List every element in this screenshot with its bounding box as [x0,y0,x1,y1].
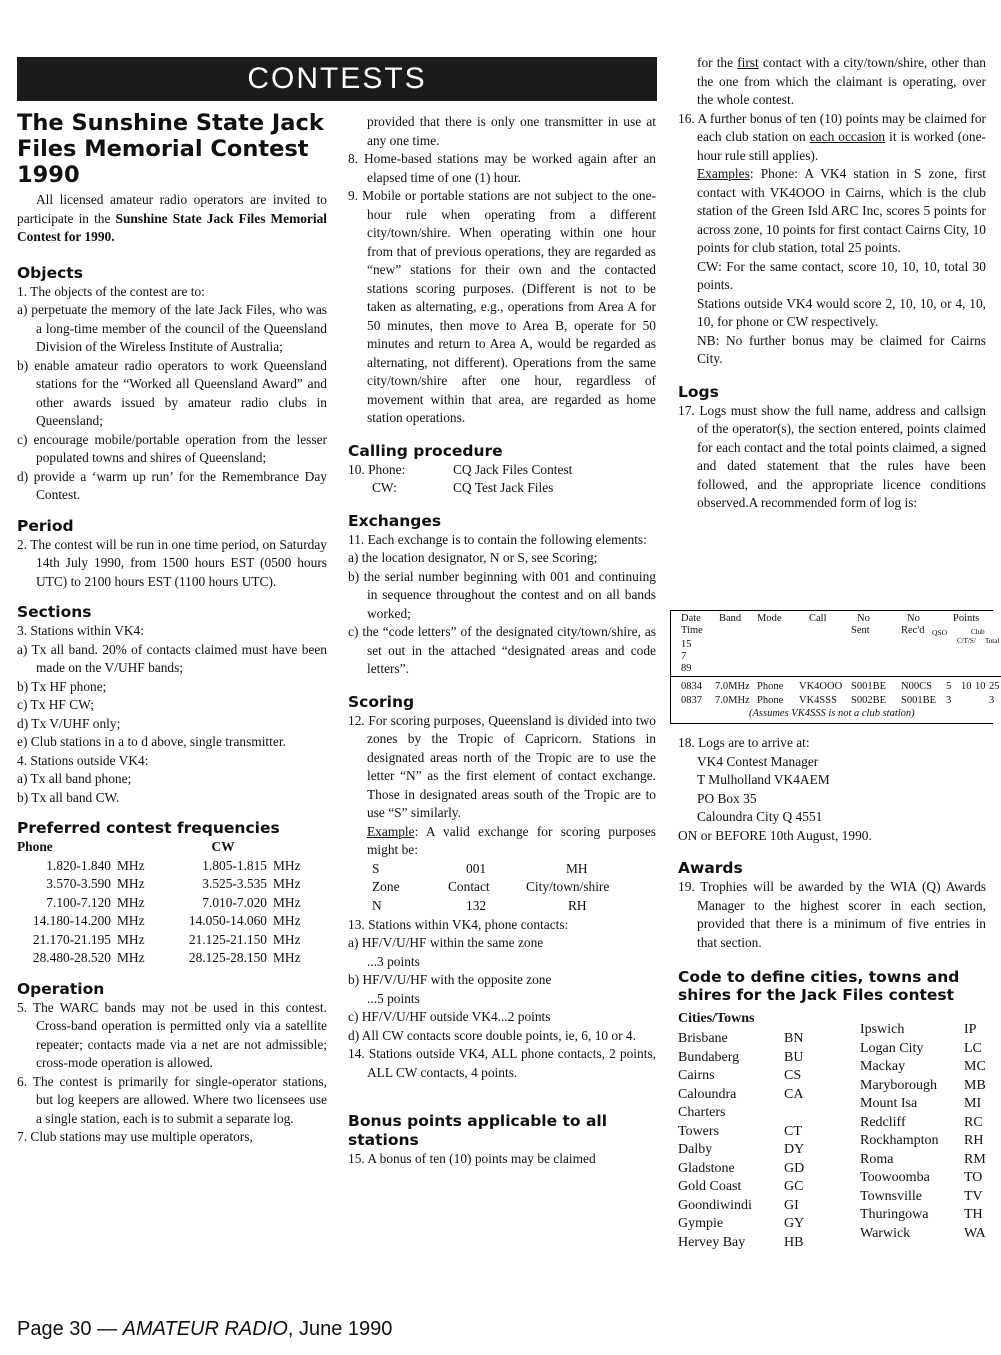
footer-page: Page 30 — [17,1318,123,1340]
log-form-table [670,610,1000,724]
town-code: TO [964,1170,983,1185]
town-code: GC [784,1179,804,1194]
town-code: RC [964,1114,983,1130]
log-h-mode: Mode [757,613,782,624]
rule-19: 19. Trophies will be awarded by the WIA (Q) Awards Manager to the highest scorer in each section, provided that there is a minimum of five entries in that section. [678,879,986,950]
town-name: Gold Coast [678,1179,742,1194]
log-cell: 0834 [681,681,702,692]
log-cell: Phone [757,695,784,706]
log-cell: Phone [757,681,784,692]
town-name: Towers [678,1123,720,1139]
town-code: MI [964,1096,982,1111]
exchanges-b: b) the serial number beginning with 001 and continuing in sequence throughout the contest and on all bands worked; [348,568,656,621]
article-title: The Sunshine State Jack Files Memorial Contest 1990 [17,110,324,188]
column-3-lower [678,734,986,1004]
scoring-b-points: ...5 points [367,990,420,1006]
town-name: Logan City [860,1040,924,1056]
scoring-d: d) All CW contacts score double points, ie, 6, 10 or 4. [348,1027,636,1043]
code-row [678,1178,804,1197]
log-col-num-2: 7 [681,651,687,662]
log-h-band: Band [719,613,742,624]
log-table-note: (Assumes VK4SSS is not a club station) [749,708,915,719]
town-name: Gympie [678,1216,724,1231]
log-h-time: Time [681,625,703,636]
log-h-sent: Sent [851,625,870,636]
code-row [678,1030,804,1049]
scoring-c: c) HF/V/U/HF outside VK4...2 points [348,1009,551,1024]
calling-phone-value: CQ Jack Files Contest [453,461,573,477]
address-line-2: T Mulholland VK4AEM [697,772,830,787]
objects-d: d) provide a ‘warm up run’ for the Remembrance Day Contest. [17,468,327,502]
log-h-call: Call [809,613,827,624]
rule-18: 18. Logs are to arrive at: [678,735,810,750]
town-name: Redcliff [860,1114,906,1130]
intro-text: All licensed amateur radio operators are invited to participate in the [17,192,327,226]
ex-city-value: MH [566,860,588,876]
r15-underlined: first [737,55,759,70]
town-code: TH [964,1207,983,1222]
town-code: CT [784,1123,802,1139]
scoring-example [348,823,656,860]
example-label: Example [367,823,415,839]
town-name: Goondiwindi [678,1197,752,1213]
address-line-1: VK4 Contest Manager [697,753,819,769]
page-footer [17,1318,392,1341]
code-row [860,1151,986,1170]
calling-block [348,461,656,498]
calling-cw-label: CW: [372,480,397,495]
town-name: Mackay [860,1059,906,1074]
town-name: Warwick [860,1225,911,1241]
heading-bonus: Bonus points applicable to all stations [348,1112,608,1149]
heading-logs: Logs [678,382,719,401]
code-row [678,1049,804,1068]
codes-left-list [678,1030,805,1252]
heading-sections: Sections [17,603,92,621]
bonus-cw: CW: For the same contact, score 10, 10, 10, total 30 points. [697,258,986,292]
rule-2: 2. The contest will be run in one time period, on Saturday 14th July 1990, from 1500 hours EST (0500 hours UTC) to 2100 hours EST (1100 hours UTC). [17,536,327,589]
code-row [678,1141,805,1160]
town-code: GI [784,1197,799,1213]
objects-a: a) perpetuate the memory of the late Jack Files, who was a long-time member of the council of the Queensland Division of the Wireless Institute of Australia; [17,302,327,354]
sections-c: c) Tx HF CW; [17,697,94,712]
rule-16 [678,110,986,166]
code-row [678,1067,802,1086]
code-row [860,1225,986,1244]
log-cell: 0837 [681,695,702,706]
intro-paragraph [17,191,327,247]
heading-awards: Awards [678,859,743,877]
r15-pre: for the [697,55,738,70]
log-h-no-sent: No [857,613,870,624]
code-row [678,1104,752,1123]
frequency-row [17,931,301,950]
exchanges-c: c) the “code letters” of the designated city/town/shire, as set out in the attached “designated areas and code letters”. [348,624,656,676]
freq-phone: 7.100-7.120 [46,894,111,910]
freq-phone: 14.180-14.200 [32,913,111,928]
town-code: MB [964,1077,986,1093]
code-row [678,1234,804,1253]
address-line-3: PO Box 35 [697,790,757,806]
example-text: : A valid exchange for scoring purposes might be: [367,823,656,857]
town-name: Hervey Bay [678,1234,746,1250]
log-cell: 5 [946,681,952,692]
ex-zone-value: S [372,860,380,876]
freq-pu: MHz [117,894,145,910]
town-code: TV [964,1188,983,1204]
town-name: Toowoomba [860,1170,930,1185]
sections-d: d) Tx V/UHF only; [17,715,121,731]
bonus-outside: Stations outside VK4 would score 2, 10, 10, or 4, 10, 10, for phone or CW respectively. [697,295,986,329]
log-h-recd: Rec'd [901,625,925,636]
codes-right-list [860,1021,986,1243]
town-code: RM [964,1151,986,1167]
freq-phone: 21.170-21.195 [32,931,111,947]
log-h-points: Points [953,613,980,624]
freq-cu: MHz [273,876,301,891]
town-code: RH [964,1133,984,1148]
ex-zone-label: Zone [372,879,400,894]
town-code: BN [784,1031,804,1046]
code-row [860,1058,986,1077]
frequency-row [17,875,301,894]
frequency-table [17,838,301,968]
town-code: IP [964,1022,977,1037]
frequency-row [17,949,301,968]
address-line-4: Caloundra City Q 4551 [697,809,823,824]
freq-pu: MHz [117,950,145,965]
town-code: HB [784,1234,804,1250]
town-name: Thuringowa [860,1207,929,1222]
rule-6: 6. The contest is primarily for single-operator stations, but log keepers are allowed. Where two licensees use a single station, each is to submit a separate log. [17,1073,327,1126]
deadline: ON or BEFORE 10th August, 1990. [678,827,872,843]
freq-cw: 7.010-7.020 [202,894,267,910]
codes-subheading: Cities/Towns [678,1011,755,1026]
town-code: MC [964,1059,986,1074]
freq-phone: 1.820-1.840 [46,857,111,873]
ex-contact-value: 001 [466,860,487,876]
log-cell: 3 [989,695,995,706]
log-cell: S001BE [851,681,887,692]
town-name: Brisbane [678,1031,728,1046]
r16-post: it is worked (one-hour rule still applies). [697,129,986,163]
ex-city-value-2: RH [568,897,587,913]
code-row [678,1160,805,1179]
sections-b: b) Tx HF phone; [17,678,107,694]
examples-text: : Phone: A VK4 station in S zone, first contact with VK4OOO in Cairns, which is the club station of the Green Isld ARC Inc, scores 5 points for across zone, 10 points for first contact Cairns City, 10 points for club station, total 25 points. [697,166,986,255]
freq-cu: MHz [273,894,301,910]
frequency-row [17,894,301,913]
column-2 [348,113,656,1169]
town-code: LC [964,1040,982,1056]
town-name: Ipswich [860,1022,905,1037]
intro-bold: Sunshine State Jack Files Memorial Contest for 1990. [17,210,327,244]
rule-14: 14. Stations outside VK4, ALL phone contacts, 2 points, ALL CW contacts, 4 points. [348,1046,656,1080]
code-row [860,1132,984,1151]
freq-phone: 28.480-28.520 [32,950,111,965]
ex-zone-value-2: N [372,897,382,913]
footer-date: , June 1990 [287,1318,393,1340]
heading-scoring: Scoring [348,692,415,711]
objects-b: b) enable amateur radio operators to work Queensland stations for the “Worked all Queensland Award” and other awards issued by amateur radio clubs in Queensland; [17,357,327,428]
freq-phone: 3.570-3.590 [46,876,111,891]
town-name: Bundaberg [678,1049,740,1065]
freq-pu: MHz [117,913,145,928]
freq-pu: MHz [117,857,145,873]
sections-a: a) Tx all band. 20% of contacts claimed must have been made on the V/UHF bands; [17,641,327,675]
heading-calling: Calling procedure [348,441,503,460]
example-exchange [348,860,656,916]
freq-cu: MHz [273,950,301,965]
freq-cu: MHz [273,857,301,873]
freq-pu: MHz [117,876,145,891]
scoring-b: b) HF/V/U/HF with the opposite zone [348,972,552,987]
log-cell: 7.0MHz [715,681,750,692]
log-h-club: Club [971,628,985,636]
section-banner: CONTESTS [17,57,657,101]
phone-header: Phone [17,839,53,854]
town-name: Roma [860,1151,894,1167]
log-cell: 10 [961,681,972,692]
rule-9: 9. Mobile or portable stations are not subject to the one-hour rule when operating from a different city/town/shire. When operating within one hour from that of previous operations, they are regarded as “new” stations for their own and the contacted stations scoring purposes. (Different is not to be taken as alternating, e.g., operations from Area A for 50 minutes, then move to Area B, operate for 50 minutes and return to Area A, would be regarded as alternating, not different). Operations from the same city/town/shire after one hour, regardless of movement within that area, are regarded as home station operations. [348,188,656,425]
ex-city-label: City/town/shire [526,879,610,894]
code-row [860,1188,983,1207]
rule-12: 12. For scoring purposes, Queensland is divided into two zones by the Tropic of Capricorn. Stations in designated areas north of the Tropic are to use the letter “N” as the first element of contact exchange. Those in designated areas south of the Tropic are to use “S” similarly. [348,712,656,820]
calling-cw-value: CQ Test Jack Files [453,480,554,495]
code-row [860,1114,983,1133]
town-name: Maryborough [860,1077,937,1093]
town-name: Rockhampton [860,1133,939,1148]
town-code: GY [784,1216,805,1231]
rule-7: 7. Club stations may use multiple operators, [17,1129,253,1144]
rule-3: 3. Stations within VK4: [17,623,144,638]
calling-phone-label: 10. Phone: [348,461,406,477]
freq-cw: 14.050-14.060 [188,913,267,928]
freq-cw: 1.805-1.815 [202,857,267,873]
log-h-cts: C/T/S/ [957,637,976,645]
log-h-total: Total [985,637,1000,645]
heading-codes: Code to define cities, towns and shires for the Jack Files contest [678,968,960,1004]
log-cell: S002BE [851,695,887,706]
r16-underlined: each occasion [809,129,886,144]
sections-a4: a) Tx all band phone; [17,771,132,786]
town-name: Townsville [860,1188,923,1204]
scoring-a-points: ...3 points [367,953,420,969]
code-row [678,1123,802,1142]
log-cell: VK4OOO [799,681,843,692]
bonus-examples [678,165,986,258]
frequency-row [17,857,301,876]
log-cell: VK4SSS [799,695,837,706]
log-h-qso: QSO [932,628,948,637]
rule-7-continued: provided that there is only one transmitter in use at any one time. [367,114,656,148]
freq-cw: 3.525-3.535 [202,876,267,891]
bonus-nb: NB: No further bonus may be claimed for Cairns City. [697,332,986,366]
town-name: Charters [678,1105,726,1120]
rule-15: 15. A bonus of ten (10) points may be claimed [348,1151,596,1166]
scoring-a: a) HF/V/U/HF within the same zone [348,935,544,950]
code-row [678,1197,799,1216]
code-row [860,1021,977,1040]
town-name: Caloundra [678,1086,737,1102]
town-code: DY [784,1142,805,1157]
log-col-num-3: 89 [681,663,692,674]
log-col-num-1: 15 [681,639,692,650]
log-cell: 7.0MHz [715,695,750,706]
freq-pu: MHz [117,931,145,947]
code-row [860,1206,983,1225]
town-name: Cairns [678,1068,715,1083]
town-name: Dalby [678,1142,713,1157]
sections-b4: b) Tx all band CW. [17,789,120,805]
code-row [678,1086,804,1105]
town-code: CA [784,1086,804,1102]
code-row [860,1077,986,1096]
rule-5: 5. The WARC bands may not be used in this contest. Cross-band operation is permitted only via a satellite repeater; contacts made via a net are not admissible; cross-mode operation is allowed. [17,999,327,1070]
town-code: GD [784,1160,805,1176]
objects-c: c) encourage mobile/portable operation from the lesser populated towns and shires of Queensland; [17,431,327,465]
rule-8: 8. Home-based stations may be worked again after an elapsed time of one (1) hour. [348,151,656,185]
town-code: CS [784,1068,802,1083]
ex-contact-label: Contact [448,879,490,894]
log-cell: S001BE [901,695,937,706]
heading-objects: Objects [17,263,83,282]
code-row [860,1095,982,1114]
exchanges-a: a) the location designator, N or S, see Scoring; [348,550,598,565]
examples-label: Examples [697,166,750,181]
code-row [678,1215,805,1234]
code-row [860,1169,983,1188]
column-1 [17,191,327,1147]
town-name: Gladstone [678,1160,735,1176]
rule-1: 1. The objects of the contest are to: [17,283,205,299]
cw-header: CW [211,839,235,854]
frequency-row [17,912,301,931]
rule-13: 13. Stations within VK4, phone contacts: [348,916,569,932]
r16-pre: 16. A further bonus of ten (10) points may be claimed for each club station on [678,110,986,144]
heading-frequencies: Preferred contest frequencies [17,819,280,837]
ex-contact-value-2: 132 [466,897,487,913]
log-cell: 10 [975,681,986,692]
code-row [860,1040,982,1059]
town-code: WA [964,1225,986,1241]
town-name: Mount Isa [860,1096,918,1111]
freq-cw: 21.125-21.150 [188,931,267,947]
sections-e: e) Club stations in a to d above, single transmitter. [17,734,286,749]
freq-cu: MHz [273,931,301,947]
rule-17: 17. Logs must show the full name, address and callsign of the operator(s), the section entered, points claimed for each contact and the total points claimed, a signed and dated statement that the rules have been followed, and the appropriate licence conditions observed.A recommended form of log is: [678,402,986,510]
footer-magazine: AMATEUR RADIO [122,1318,288,1340]
column-3 [678,54,986,513]
rule-4: 4. Stations outside VK4: [17,752,149,768]
freq-cu: MHz [273,913,301,928]
log-h-date: Date [681,613,701,624]
log-cell: 3 [946,695,952,706]
town-code: BU [784,1049,804,1065]
heading-period: Period [17,516,74,535]
log-cell: 25 [989,681,1000,692]
heading-exchanges: Exchanges [348,511,442,530]
heading-operation: Operation [17,979,105,998]
rule-11: 11. Each exchange is to contain the following elements: [348,531,647,547]
log-cell: N00CS [901,681,932,692]
freq-cw: 28.125-28.150 [188,950,267,965]
rule-15-continued [678,54,986,110]
r15-post: contact with a city/town/shire, other than the one from which the claimant is operating, over the whole contest. [697,55,986,107]
log-h-no-recd: No [907,613,920,624]
